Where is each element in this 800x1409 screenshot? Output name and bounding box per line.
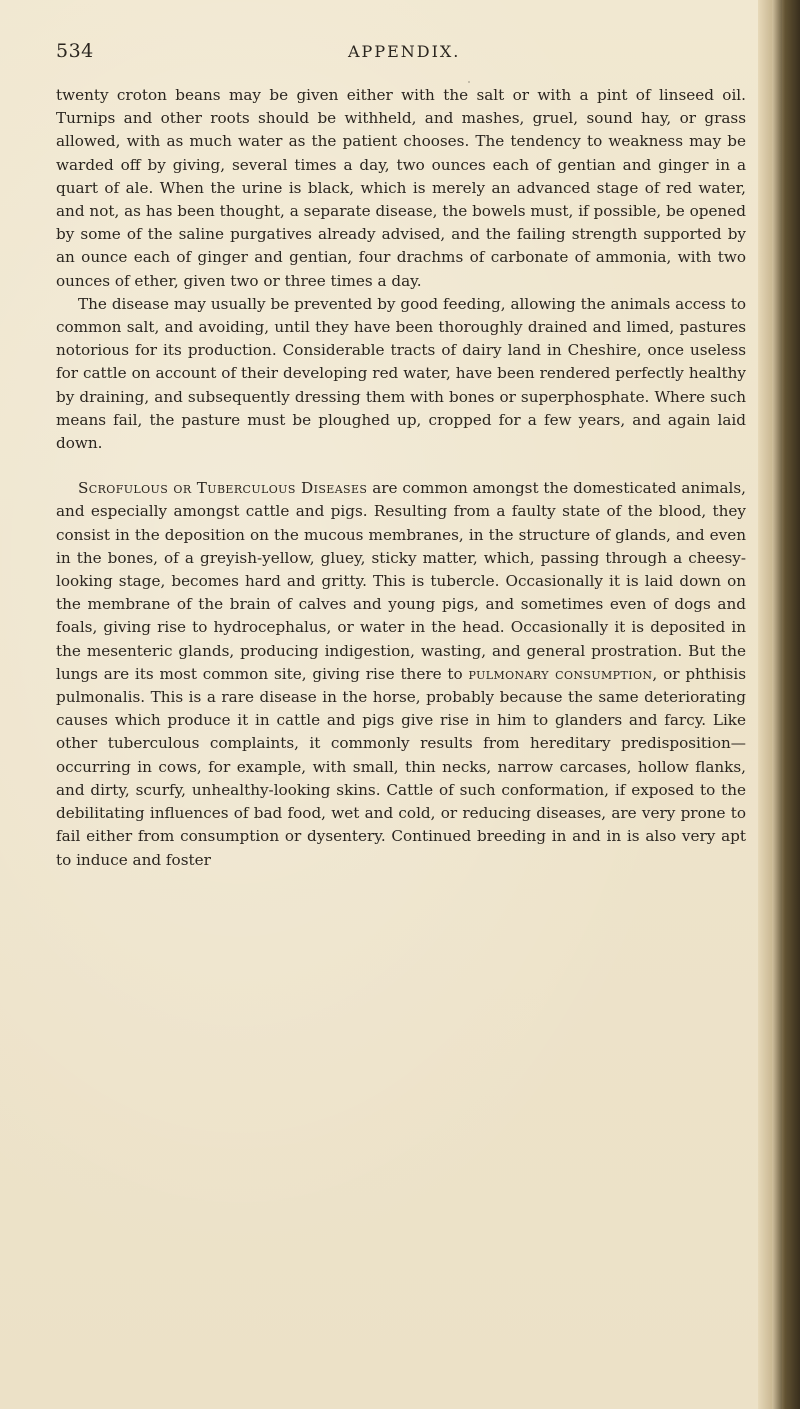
paragraph-continuation: twenty croton beans may be given either with the salt or with a pint of linseed oil. Turnips and other roots should be withheld, and mashes, gruel, sound hay, or grass allowed, with as much water as the patient chooses. The tendency to weakness may be warded off by giving, several times a day, two ounces each of gentian and ginger in a quart of ale. When the urine is black, which is merely an advanced stage of red water, and not, as has been thought, a separate disease, the bowels must, if possible, be opened by some of the saline purgatives already advised, and the failing strength supported by an ounce each of ginger and gentian, four drachms of carbonate of ammonia, with two ounces of ether, given two or three times a day. bbox=[56, 86, 746, 290]
paragraph-text-part-b: , or phthisis pulmonalis. This is a rare disease in the horse, probably because the same deteriorating causes which produce it in cattle and pigs give rise in him to glanders and farcy. Like other tuberculous complaints, it commonly results from hereditary predisposition—occurring in cows, for example, with small, thin necks, narrow carcases, hollow flanks, and dirty, scurfy, unhealthy-looking skins. Cattle of such conformation, if exposed to the debilitating influences of bad food, wet and cold, or reducing diseases, are very prone to fail either from consumption or dysentery. Continued breeding in and in is also very apt to induce and foster bbox=[56, 664, 747, 869]
term-pulmonary-consumption: pulmonary consumption bbox=[468, 664, 653, 683]
page-number: 534 bbox=[56, 40, 94, 62]
page-gutter-shadow bbox=[758, 0, 800, 1409]
page-header bbox=[56, 40, 746, 68]
gutter-highlight bbox=[772, 0, 782, 1409]
paragraph-text-part-a: are common amongst the domesticated animals, and especially amongst cattle and pigs. Resulting from a faulty state of the blood, they consist in the deposition on the mucous membranes, in the structure of glands, and even in the bones, of a greyish-yellow, gluey, sticky matter, which, passing through a cheesy-looking stage, becomes hard and gritty. This is tubercle. Occasionally it is laid down on the membrane of the brain of calves and young pigs, and sometimes even of dogs and foals, giving rise to hydrocephalus, or water in the head. Occasionally it is deposited in the mesenteric glands, producing indigestion, wasting, and general prostration. But the lungs are its most common site, giving rise there to bbox=[56, 479, 746, 683]
paragraph-prevention: The disease may usually be prevented by good feeding, allowing the animals access to common salt, and avoiding, until they have been thoroughly drained and limed, pastures notorious for its production. Considerable tracts of dairy land in Cheshire, once useless for cattle on account of their developing red water, have been rendered perfectly healthy by draining, and subsequently dressing them with bones or superphosphate. Where such means fail, the pasture must be ploughed up, cropped for a few years, and again laid down. bbox=[56, 294, 746, 453]
paper-speck bbox=[587, 630, 589, 632]
paragraph-tuberculous-diseases bbox=[56, 477, 746, 871]
section-heading: Scrofulous or Tuberculous Diseases bbox=[78, 479, 368, 498]
page-body bbox=[56, 84, 746, 872]
running-head: APPENDIX. bbox=[348, 42, 461, 61]
paper-speck bbox=[468, 81, 470, 83]
section-spacer bbox=[56, 455, 746, 477]
